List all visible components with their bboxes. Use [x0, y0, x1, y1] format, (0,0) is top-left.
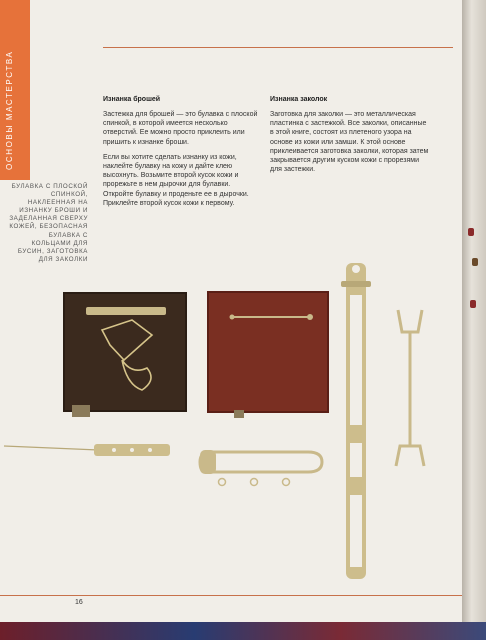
barrette-back-paragraph-1: Заготовка для заколки — это металлическая пластинка с застежкой. Все заколки, описанные в этой книге, состоят из плетеного узора на основе из кожи или замши. К этой основе приклеивается заготовка заколки, которая затем закрывается другим куском кожи с прорезями для застежки.: [270, 111, 429, 174]
photo-caption: БУЛАВКА С ПЛОСКОЙ СПИНКОЙ, НАКЛЕЕННАЯ НА ИЗНАНКУ БРОШИ И ЗАДЕЛАННАЯ СВЕРХУ КОЖЕЙ, БЕЗОПАСНАЯ БУЛАВКА С КОЛЬЦАМИ ДЛЯ БУСИН, ЗАГОТОВКА ДЛЯ ЗАКОЛКИ: [9, 183, 88, 263]
clip-prongs: [396, 446, 424, 466]
bottom-fabric-strip: [0, 622, 486, 640]
bead-loop: [283, 479, 290, 486]
page-spine: [462, 0, 486, 640]
clip-prongs: [398, 310, 422, 332]
bottom-rule: [0, 595, 462, 596]
heading-brooch-back: Изнанка брошей: [103, 96, 161, 103]
heading-barrette-back: Изнанка заколок: [270, 96, 328, 103]
photo-safety-pin-with-loops: [198, 438, 328, 494]
bead-loop: [251, 479, 258, 486]
photo-barrette-clip: [390, 308, 430, 473]
safety-pin-body: [200, 452, 322, 472]
photo-brooch-back-red-leather: [206, 290, 330, 420]
top-rule: [103, 47, 453, 48]
bead-decoration: [470, 300, 476, 308]
barrette-back-text: [270, 110, 430, 180]
brooch-back-paragraph-2: Если вы хотите сделать изнанку из кожи, наклейте булавку на кожу и дайте клею высохнуть. Возьмите второй кусок кожи и прорежьте в нем дырочки для булавки. Откройте булавку и проденьте ее в дырочки. Приклейте второй кусок кожи к первому.: [103, 153, 249, 207]
flat-back-pin: [86, 307, 166, 315]
sidebar-title: ОСНОВЫ МАСТЕРСТВА: [5, 50, 14, 170]
brooch-back-paragraph-1: Застежка для брошей — это булавка с плоской спинкой, в которой имеется несколько отверстий. Ее можно просто приклеить или пришить к изнанке броши.: [103, 111, 258, 146]
bead-decoration: [472, 258, 478, 266]
sidebar-band: [0, 0, 30, 180]
red-leather-square: [208, 292, 328, 412]
photo-brooch-back-dark-leather: [62, 290, 190, 420]
photo-flat-back-pin: [2, 436, 174, 466]
bead-loop: [219, 479, 226, 486]
photo-barrette-blank: [338, 255, 374, 585]
brooch-back-text: [103, 110, 260, 214]
bead-decoration: [468, 228, 474, 236]
page-number: 16: [75, 599, 83, 606]
